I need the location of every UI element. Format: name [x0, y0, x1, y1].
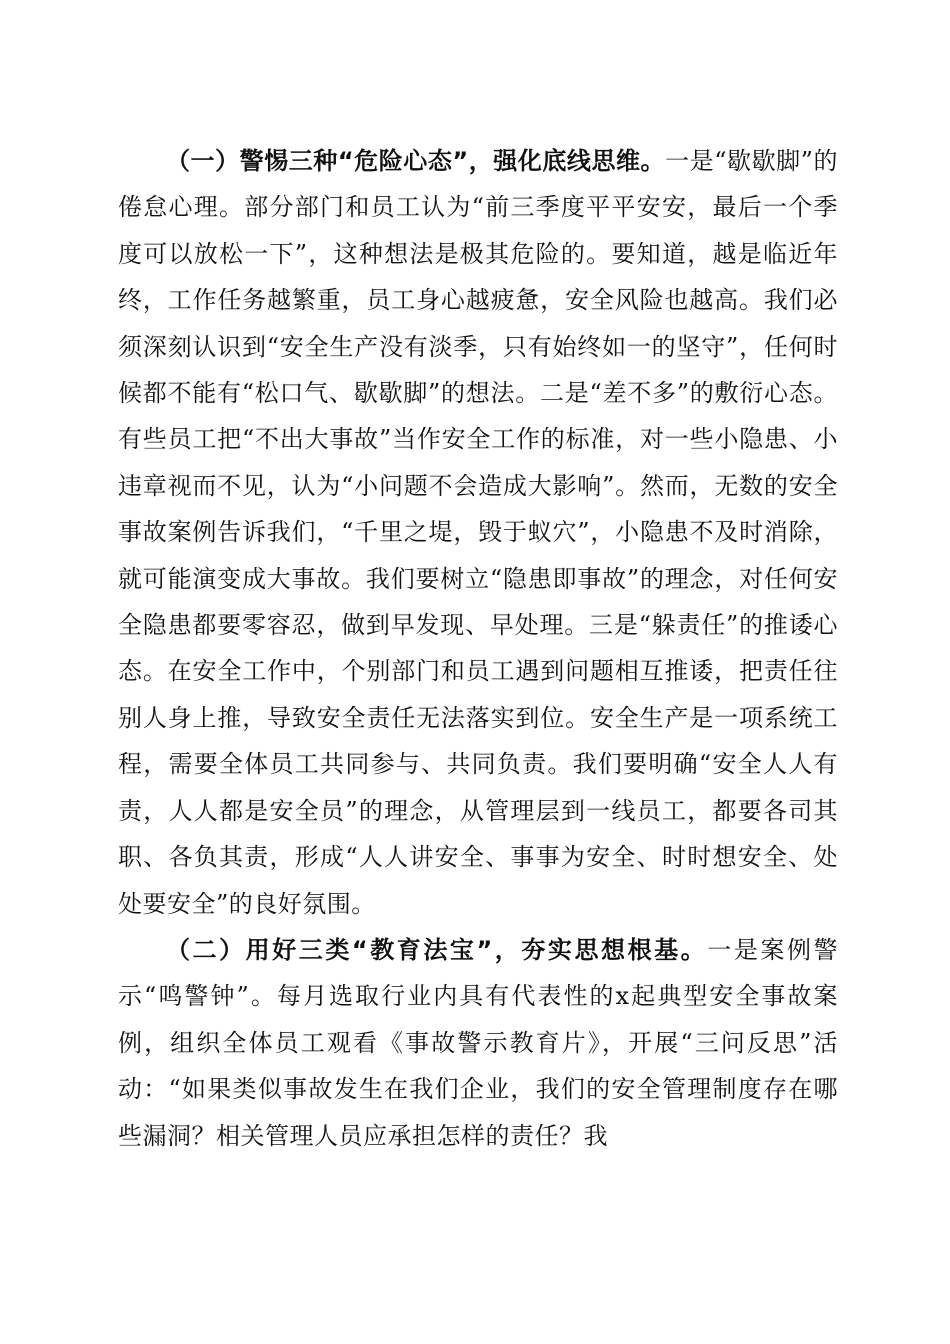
paragraph-2-heading: （二）用好三类“教育法宝”，夯实思想根基。: [166, 935, 708, 964]
paragraph-2: [118, 927, 838, 1159]
paragraph-2-body: 一是案例警示“鸣警钟”。每月选取行业内具有代表性的x起典型安全事故案例，组织全体员工观看《事故警示教育片》，开展“三问反思”活动：“如果类似事故发生在我们企业，我们的安全管理制度存在哪些漏洞？相关管理人员应承担怎样的责任？我: [118, 935, 839, 1150]
paragraph-1: [118, 138, 838, 927]
paragraph-1-body: 一是“歇歇脚”的倦怠心理。部分部门和员工认为“前三季度平平安安，最后一个季度可以放松一下”，这种想法是极其危险的。要知道，越是临近年终，工作任务越繁重，员工身心越疲惫，安全风险也越高。我们必须深刻认识到“安全生产没有淡季，只有始终如一的坚守”，任何时候都不能有“松口气、歇歇脚”的想法。二是“差不多”的敷衍心态。有些员工把“不出大事故”当作安全工作的标准，对一些小隐患、小违章视而不见，认为“小问题不会造成大影响”。然而，无数的安全事故案例告诉我们，“千里之堤，毁于蚁穴”，小隐患不及时消除，就可能演变成大事故。我们要树立“隐患即事故”的理念，对任何安全隐患都要零容忍，做到早发现、早处理。三是“躲责任”的推诿心态。在安全工作中，个别部门和员工遇到问题相互推诿，把责任往别人身上推，导致安全责任无法落实到位。安全生产是一项系统工程，需要全体员工共同参与、共同负责。我们要明确“安全人人有责，人人都是安全员”的理念，从管理层到一线员工，都要各司其职、各负其责，形成“人人讲安全、事事为安全、时时想安全、处处要安全”的良好氛围。: [118, 147, 838, 918]
document-body: [118, 138, 838, 1159]
paragraph-1-heading: （一）警惕三种“危险心态”，强化底线思维。: [166, 147, 666, 175]
